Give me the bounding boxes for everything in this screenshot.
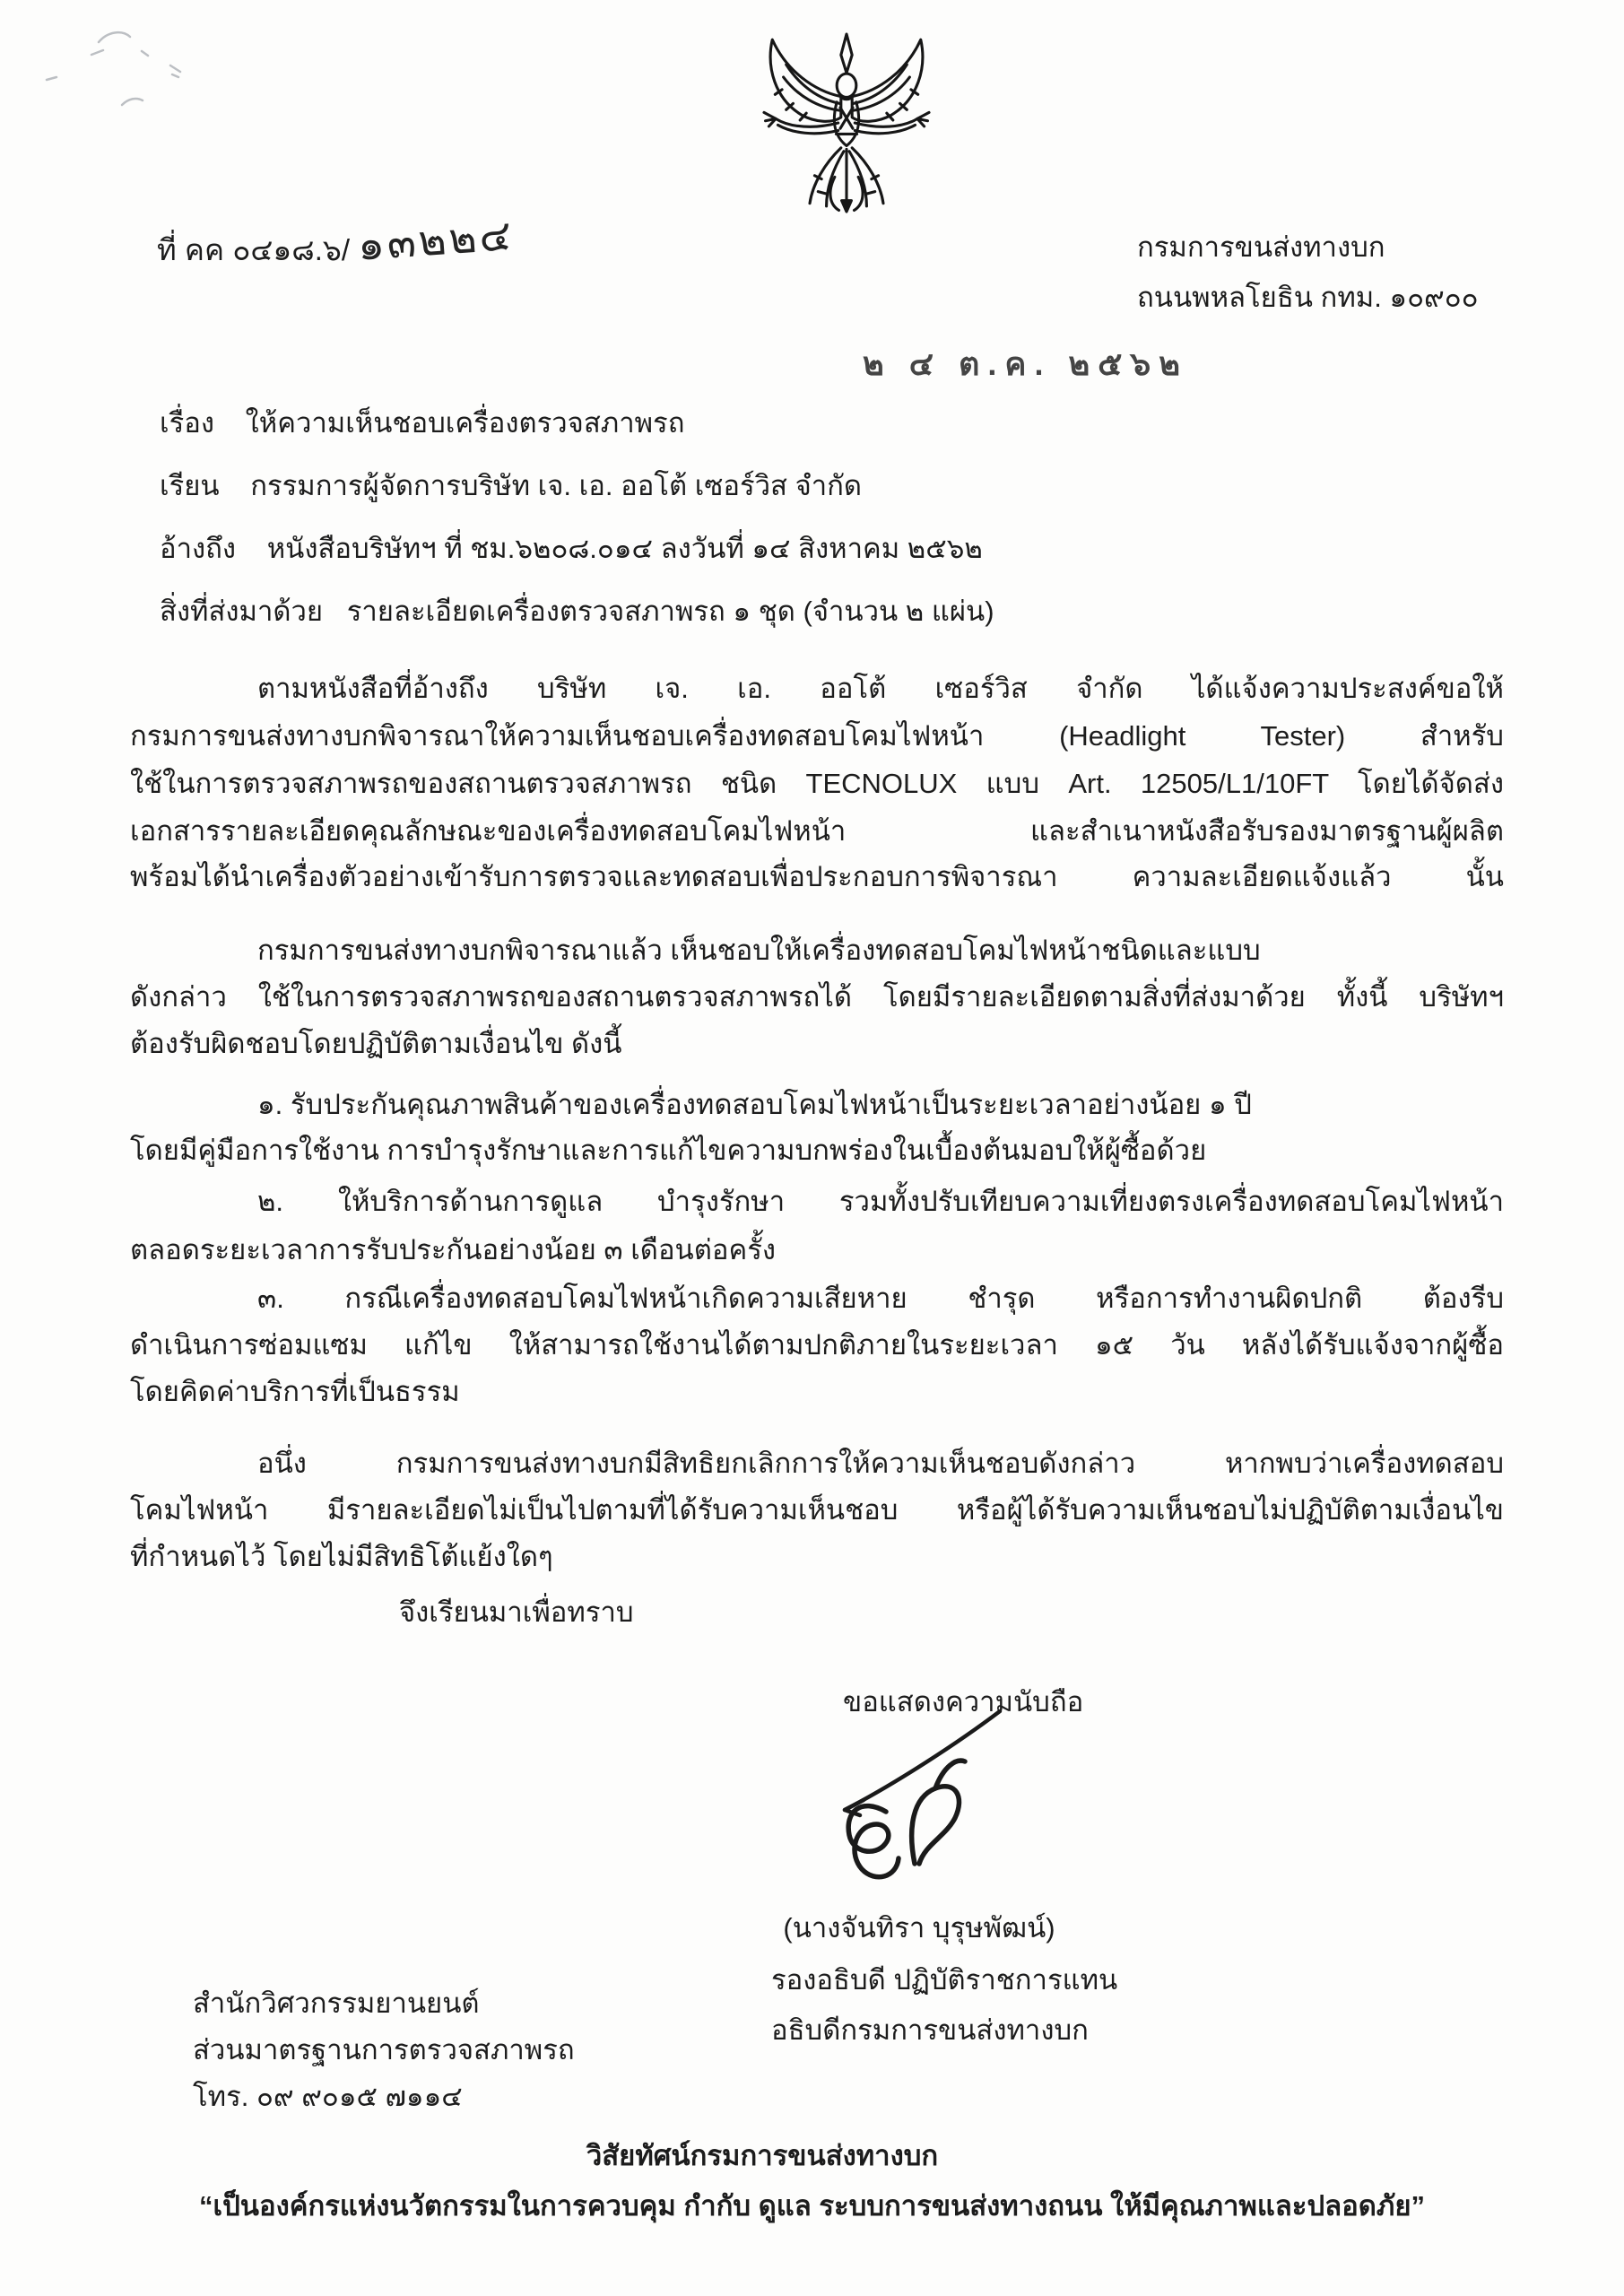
body-line: อนึ่ง กรมการขนส่งทางบกมีสิทธิยกเลิกการให้ความเห็นชอบดังกล่าว หากพบว่าเครื่องทดสอบ [257, 1448, 1504, 1479]
vision-quote: “เป็นองค์กรแห่งนวัตกรรมในการควบคุม กำกับ ดูแล ระบบการขนส่งทางถนน ให้มีคุณภาพและปลอดภัย” [199, 2190, 1425, 2222]
vision-title: วิสัยทัศน์กรมการขนส่งทางบก [586, 2140, 939, 2171]
pencil-marks-icon [36, 4, 305, 112]
enclosure-value: รายละเอียดเครื่องตรวจสภาพรถ ๑ ชุด (จำนวน ๒ แผ่น) [346, 596, 994, 627]
body-line: ที่กำหนดไว้ โดยไม่มีสิทธิโต้แย้งใดๆ [130, 1541, 553, 1572]
signer-title: รองอธิบดี ปฏิบัติราชการแทน [771, 1964, 1118, 1996]
body-line: โดยมีคู่มือการใช้งาน การบำรุงรักษาและการแก้ไขความบกพร่องในเบื้องต้นมอบให้ผู้ซื้อด้วย [130, 1135, 1207, 1166]
body-line: กรมการขนส่งทางบกพิจารณาแล้ว เห็นชอบให้เครื่องทดสอบโคมไฟหน้าชนิดและแบบ [257, 935, 1261, 966]
body-line: ๑. รับประกันคุณภาพสินค้าของเครื่องทดสอบโคมไฟหน้าเป็นระยะเวลาอย่างน้อย ๑ ปี [257, 1089, 1252, 1120]
reference-line [160, 531, 983, 567]
agency-address: ถนนพหลโยธิน กทม. ๑๐๙๐๐ [1137, 282, 1479, 313]
garuda-emblem-icon [743, 27, 951, 262]
signer-name: (นางจันทิรา บุรุษพัฒน์) [783, 1912, 1055, 1944]
signer-title: อธิบดีกรมการขนส่งทางบก [771, 2014, 1089, 2046]
body-line: ๓. กรณีเครื่องทดสอบโคมไฟหน้าเกิดความเสียหาย ชำรุด หรือการทำงานผิดปกติ ต้องรีบ [257, 1283, 1504, 1314]
body-line: พร้อมได้นำเครื่องตัวอย่างเข้ารับการตรวจและทดสอบเพื่อประกอบการพิจารณา ความละเอียดแจ้งแล้ว นั้น [130, 861, 1504, 892]
body-line: ต้องรับผิดชอบโดยปฏิบัติตามเงื่อนไข ดังนี้ [130, 1028, 622, 1059]
reference-value: หนังสือบริษัทฯ ที่ ชม.๖๒๐๘.๐๑๔ ลงวันที่ ๑๔ สิงหาคม ๒๕๖๒ [266, 533, 983, 564]
enclosure-line [160, 594, 994, 630]
to-value: กรรมการผู้จัดการบริษัท เจ. เอ. ออโต้ เซอร์วิส จำกัด [250, 470, 863, 501]
agency-block [1137, 222, 1479, 323]
doc-number [157, 210, 516, 273]
body-line: โดยคิดค่าบริการที่เป็นธรรม [130, 1376, 460, 1407]
reference-label: อ้างถึง [160, 533, 237, 564]
contact-office: สำนักวิศวกรรมยานยนต์ [193, 1987, 480, 2019]
enclosure-label: สิ่งที่ส่งมาด้วย [160, 596, 324, 627]
doc-number-handwritten: ๑๓๒๒๔ [356, 210, 516, 270]
agency-name: กรมการขนส่งทางบก [1137, 231, 1385, 263]
body-line: ตลอดระยะเวลาการรับประกันอย่างน้อย ๓ เดือนต่อครั้ง [130, 1234, 777, 1265]
body-line: ดังกล่าว ใช้ในการตรวจสภาพรถของสถานตรวจสภาพรถได้ โดยมีรายละเอียดตามสิ่งที่ส่งมาด้วย ทั้งนี้ บริษัทฯ [130, 981, 1504, 1013]
body-line: โคมไฟหน้า มีรายละเอียดไม่เป็นไปตามที่ได้รับความเห็นชอบ หรือผู้ได้รับความเห็นชอบไม่ปฏิบัติตามเงื่อนไข [130, 1494, 1504, 1526]
subject-label: เรื่อง [160, 407, 215, 439]
body-line: ตามหนังสือที่อ้างถึง บริษัท เจ. เอ. ออโต้ เซอร์วิส จำกัด ได้แจ้งความประสงค์ขอให้ [257, 673, 1504, 704]
closing-phrase: จึงเรียนมาเพื่อทราบ [399, 1596, 634, 1628]
doc-number-label: ที่ คค ๐๔๑๘.๖/ [157, 233, 351, 266]
body-line: ๒. ให้บริการด้านการดูแล บำรุงรักษา รวมทั้งปรับเทียบความเที่ยงตรงเครื่องทดสอบโคมไฟหน้า [257, 1186, 1504, 1217]
body-line: เอกสารรายละเอียดคุณลักษณะของเครื่องทดสอบโคมไฟหน้า และสำเนาหนังสือรับรองมาตรฐานผู้ผลิต [130, 815, 1504, 847]
body-line: ใช้ในการตรวจสภาพรถของสถานตรวจสภาพรถ ชนิด TECNOLUX แบบ Art. 12505/L1/10FT โดยได้จัดส่ง [130, 768, 1504, 799]
body-line: ดำเนินการซ่อมแซม แก้ไข ให้สามารถใช้งานได้ตามปกติภายในระยะเวลา ๑๕ วัน หลังได้รับแจ้งจากผู้ซื้อ [130, 1329, 1504, 1361]
to-label: เรียน [160, 470, 220, 501]
date-stamp: ๒ ๔ ต.ค. ๒๕๖๒ [863, 345, 1189, 382]
subject-line [160, 405, 684, 441]
contact-phone: โทร. ๐๙ ๙๐๑๕ ๗๑๑๔ [193, 2081, 463, 2112]
body-line: กรมการขนส่งทางบกพิจารณาให้ความเห็นชอบเครื่องทดสอบโคมไฟหน้า (Headlight Tester) สำหรับ [130, 720, 1504, 752]
subject-value: ให้ความเห็นชอบเครื่องตรวจสภาพรถ [245, 407, 685, 439]
contact-division: ส่วนมาตรฐานการตรวจสภาพรถ [193, 2034, 575, 2066]
salutation: ขอแสดงความนับถือ [843, 1686, 1084, 1718]
to-line [160, 468, 862, 504]
signature-icon [798, 1704, 1040, 1897]
